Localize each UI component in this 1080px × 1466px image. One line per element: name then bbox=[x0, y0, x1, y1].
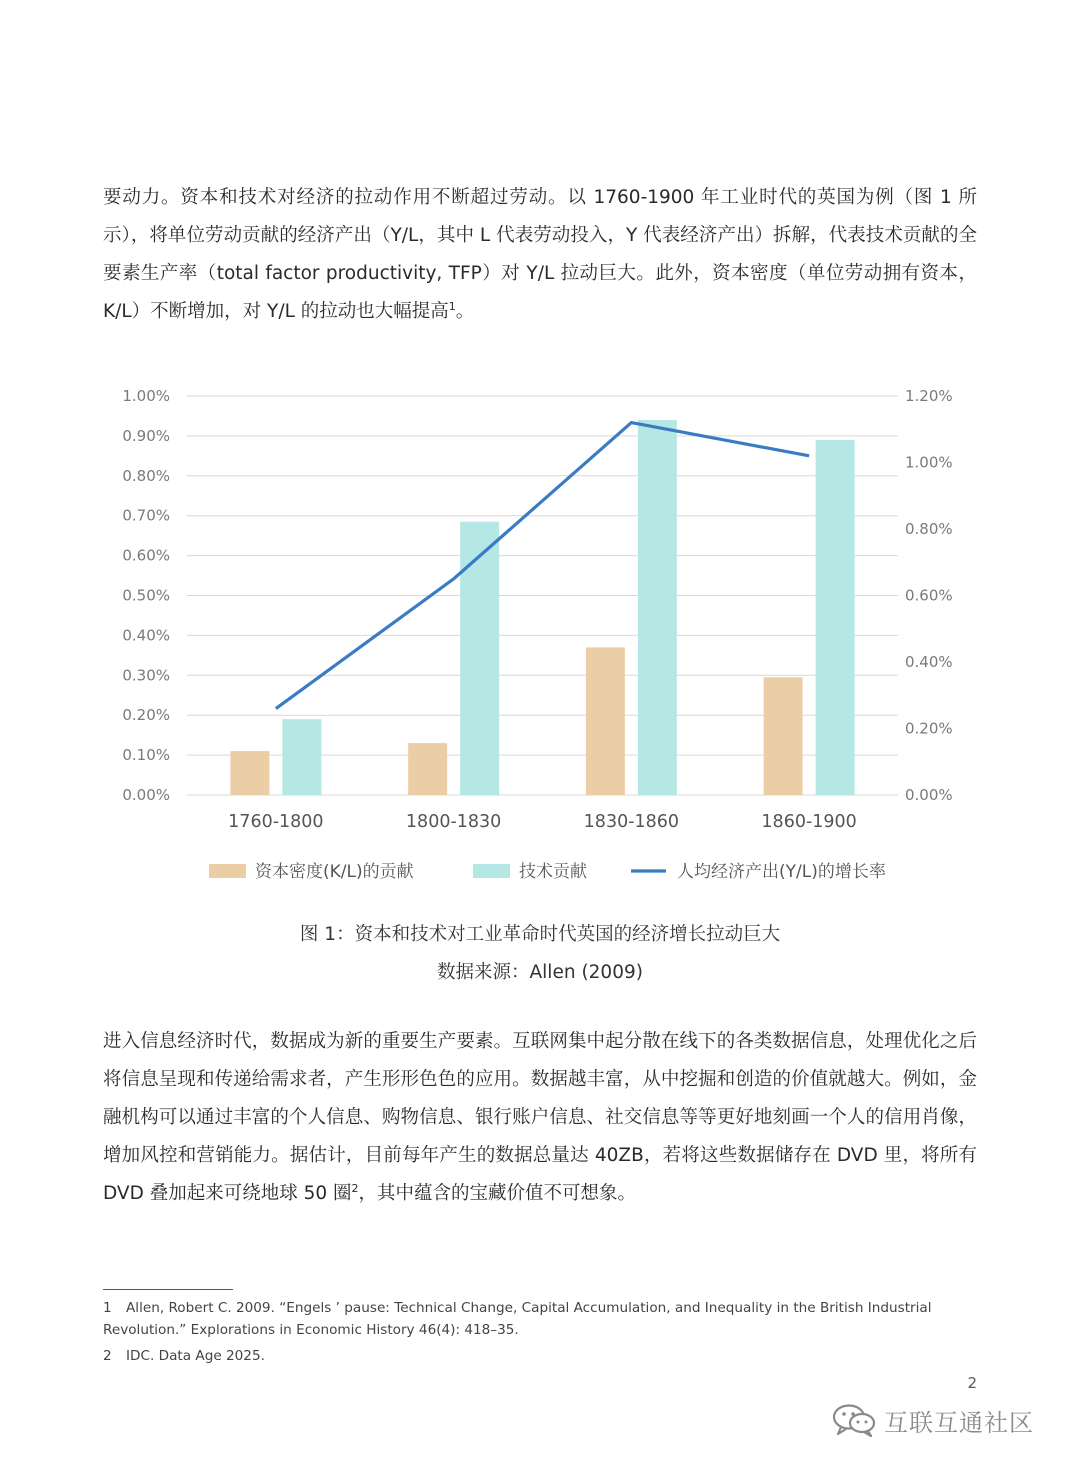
footnote-ref-2[interactable]: 2 bbox=[351, 1181, 359, 1195]
footnote-number: 2 bbox=[103, 1348, 112, 1364]
y-left-tick-label: 0.20% bbox=[122, 706, 170, 725]
bar-technology bbox=[638, 420, 677, 795]
footnote-divider bbox=[103, 1289, 233, 1290]
y-left-tick-label: 0.60% bbox=[122, 546, 170, 565]
paragraph-text: 要动力。资本和技术对经济的拉动作用不断超过劳动。以 1760-1900 年工业时代的英国为例（图 1 所示），将单位劳动贡献的经济产出（Y/L，其中 L 代表劳动投入，Y 代表经济产出）拆解，代表技术贡献的全要素生产率（total factor productivity, TFP）对 Y/L 拉动巨大。此外，资本密度（单位劳动拥有资本，K/L）不断增加，对 Y/L 的拉动也大幅提高 bbox=[103, 187, 977, 322]
paragraph-end: ，其中蕴含的宝藏价值不可想象。 bbox=[358, 1183, 637, 1204]
footnote-number: 1 bbox=[103, 1300, 112, 1316]
chart-legend bbox=[209, 862, 886, 882]
y-right-tick-label: 0.00% bbox=[905, 786, 953, 804]
legend-label: 资本密度(K/L)的贡献 bbox=[255, 862, 414, 882]
paragraph-text: 进入信息经济时代，数据成为新的重要生产要素。互联网集中起分散在线下的各类数据信息，处理优化之后将信息呈现和传递给需求者，产生形形色色的应用。数据越丰富，从中挖掘和创造的价值就越大。例如，金融机构可以通过丰富的个人信息、购物信息、银行账户信息、社交信息等等更好地刻画一个人的信用肖像，增加风控和营销能力。据估计，目前每年产生的数据总量达 40ZB，若将这些数据储存在 DVD 里，将所有 DVD 叠加起来可绕地球 50 圈 bbox=[103, 1031, 977, 1204]
watermark-text: 互联互通社区 bbox=[884, 1408, 1034, 1437]
y-right-tick-label: 0.40% bbox=[905, 653, 953, 671]
y-left-tick-label: 0.80% bbox=[122, 466, 170, 485]
figure-caption: 图 1：资本和技术对工业革命时代英国的经济增长拉动巨大 bbox=[299, 924, 781, 945]
growth-chart bbox=[100, 380, 980, 900]
series-line-output-growth bbox=[276, 423, 809, 709]
footnote-text: IDC. Data Age 2025. bbox=[126, 1348, 265, 1364]
y-left-tick-label: 0.40% bbox=[122, 626, 170, 645]
y-left-tick-label: 0.30% bbox=[122, 666, 170, 685]
y-left-tick-label: 0.70% bbox=[122, 506, 170, 525]
body-paragraph-2 bbox=[103, 1023, 977, 1213]
bar-technology bbox=[460, 522, 499, 795]
wechat-icon bbox=[832, 1403, 878, 1437]
bar-technology bbox=[282, 719, 321, 795]
y-left-tick-label: 0.50% bbox=[122, 586, 170, 605]
legend-swatch bbox=[209, 864, 246, 878]
footnote-1 bbox=[103, 1297, 977, 1341]
y-right-tick-label: 1.00% bbox=[905, 453, 953, 472]
legend-swatch bbox=[473, 864, 510, 878]
x-tick-label: 1800-1830 bbox=[405, 812, 502, 832]
x-tick-label: 1760-1800 bbox=[228, 812, 324, 832]
y-right-tick-label: 1.20% bbox=[905, 387, 953, 405]
bar-capital bbox=[408, 743, 447, 795]
bar-capital bbox=[764, 677, 803, 795]
y-left-tick-label: 0.90% bbox=[122, 426, 170, 445]
bar-technology bbox=[816, 440, 855, 795]
footnote-ref-1[interactable]: 1 bbox=[448, 299, 456, 313]
bar-capital bbox=[230, 751, 269, 795]
chart-line bbox=[276, 423, 809, 709]
footnote-text: Allen, Robert C. 2009. “Engels ’ pause: Technical Change, Capital Accumulation, and Inequality in the British Industrial Revolution.” Explorations in Economic History 46(4): 418–35. bbox=[103, 1300, 932, 1338]
y-right-tick-label: 0.20% bbox=[905, 719, 953, 738]
y-left-tick-label: 0.10% bbox=[122, 746, 170, 765]
legend-label: 技术贡献 bbox=[519, 862, 587, 882]
y-left-tick-label: 0.00% bbox=[122, 786, 170, 804]
figure-source: 数据来源：Allen (2009) bbox=[437, 962, 643, 983]
footnote-2 bbox=[103, 1345, 977, 1367]
legend-label: 人均经济产出(Y/L)的增长率 bbox=[677, 862, 886, 882]
page-number: 2 bbox=[967, 1374, 977, 1392]
watermark bbox=[832, 1400, 1034, 1440]
y-right-tick-label: 0.60% bbox=[905, 586, 953, 605]
bar-capital bbox=[586, 647, 625, 795]
y-left-tick-label: 1.00% bbox=[122, 387, 170, 405]
x-tick-label: 1830-1860 bbox=[583, 812, 680, 832]
x-tick-label: 1860-1900 bbox=[761, 812, 857, 832]
paragraph-end: 。 bbox=[455, 301, 475, 322]
body-paragraph-1 bbox=[103, 179, 977, 331]
y-right-tick-label: 0.80% bbox=[905, 520, 953, 538]
